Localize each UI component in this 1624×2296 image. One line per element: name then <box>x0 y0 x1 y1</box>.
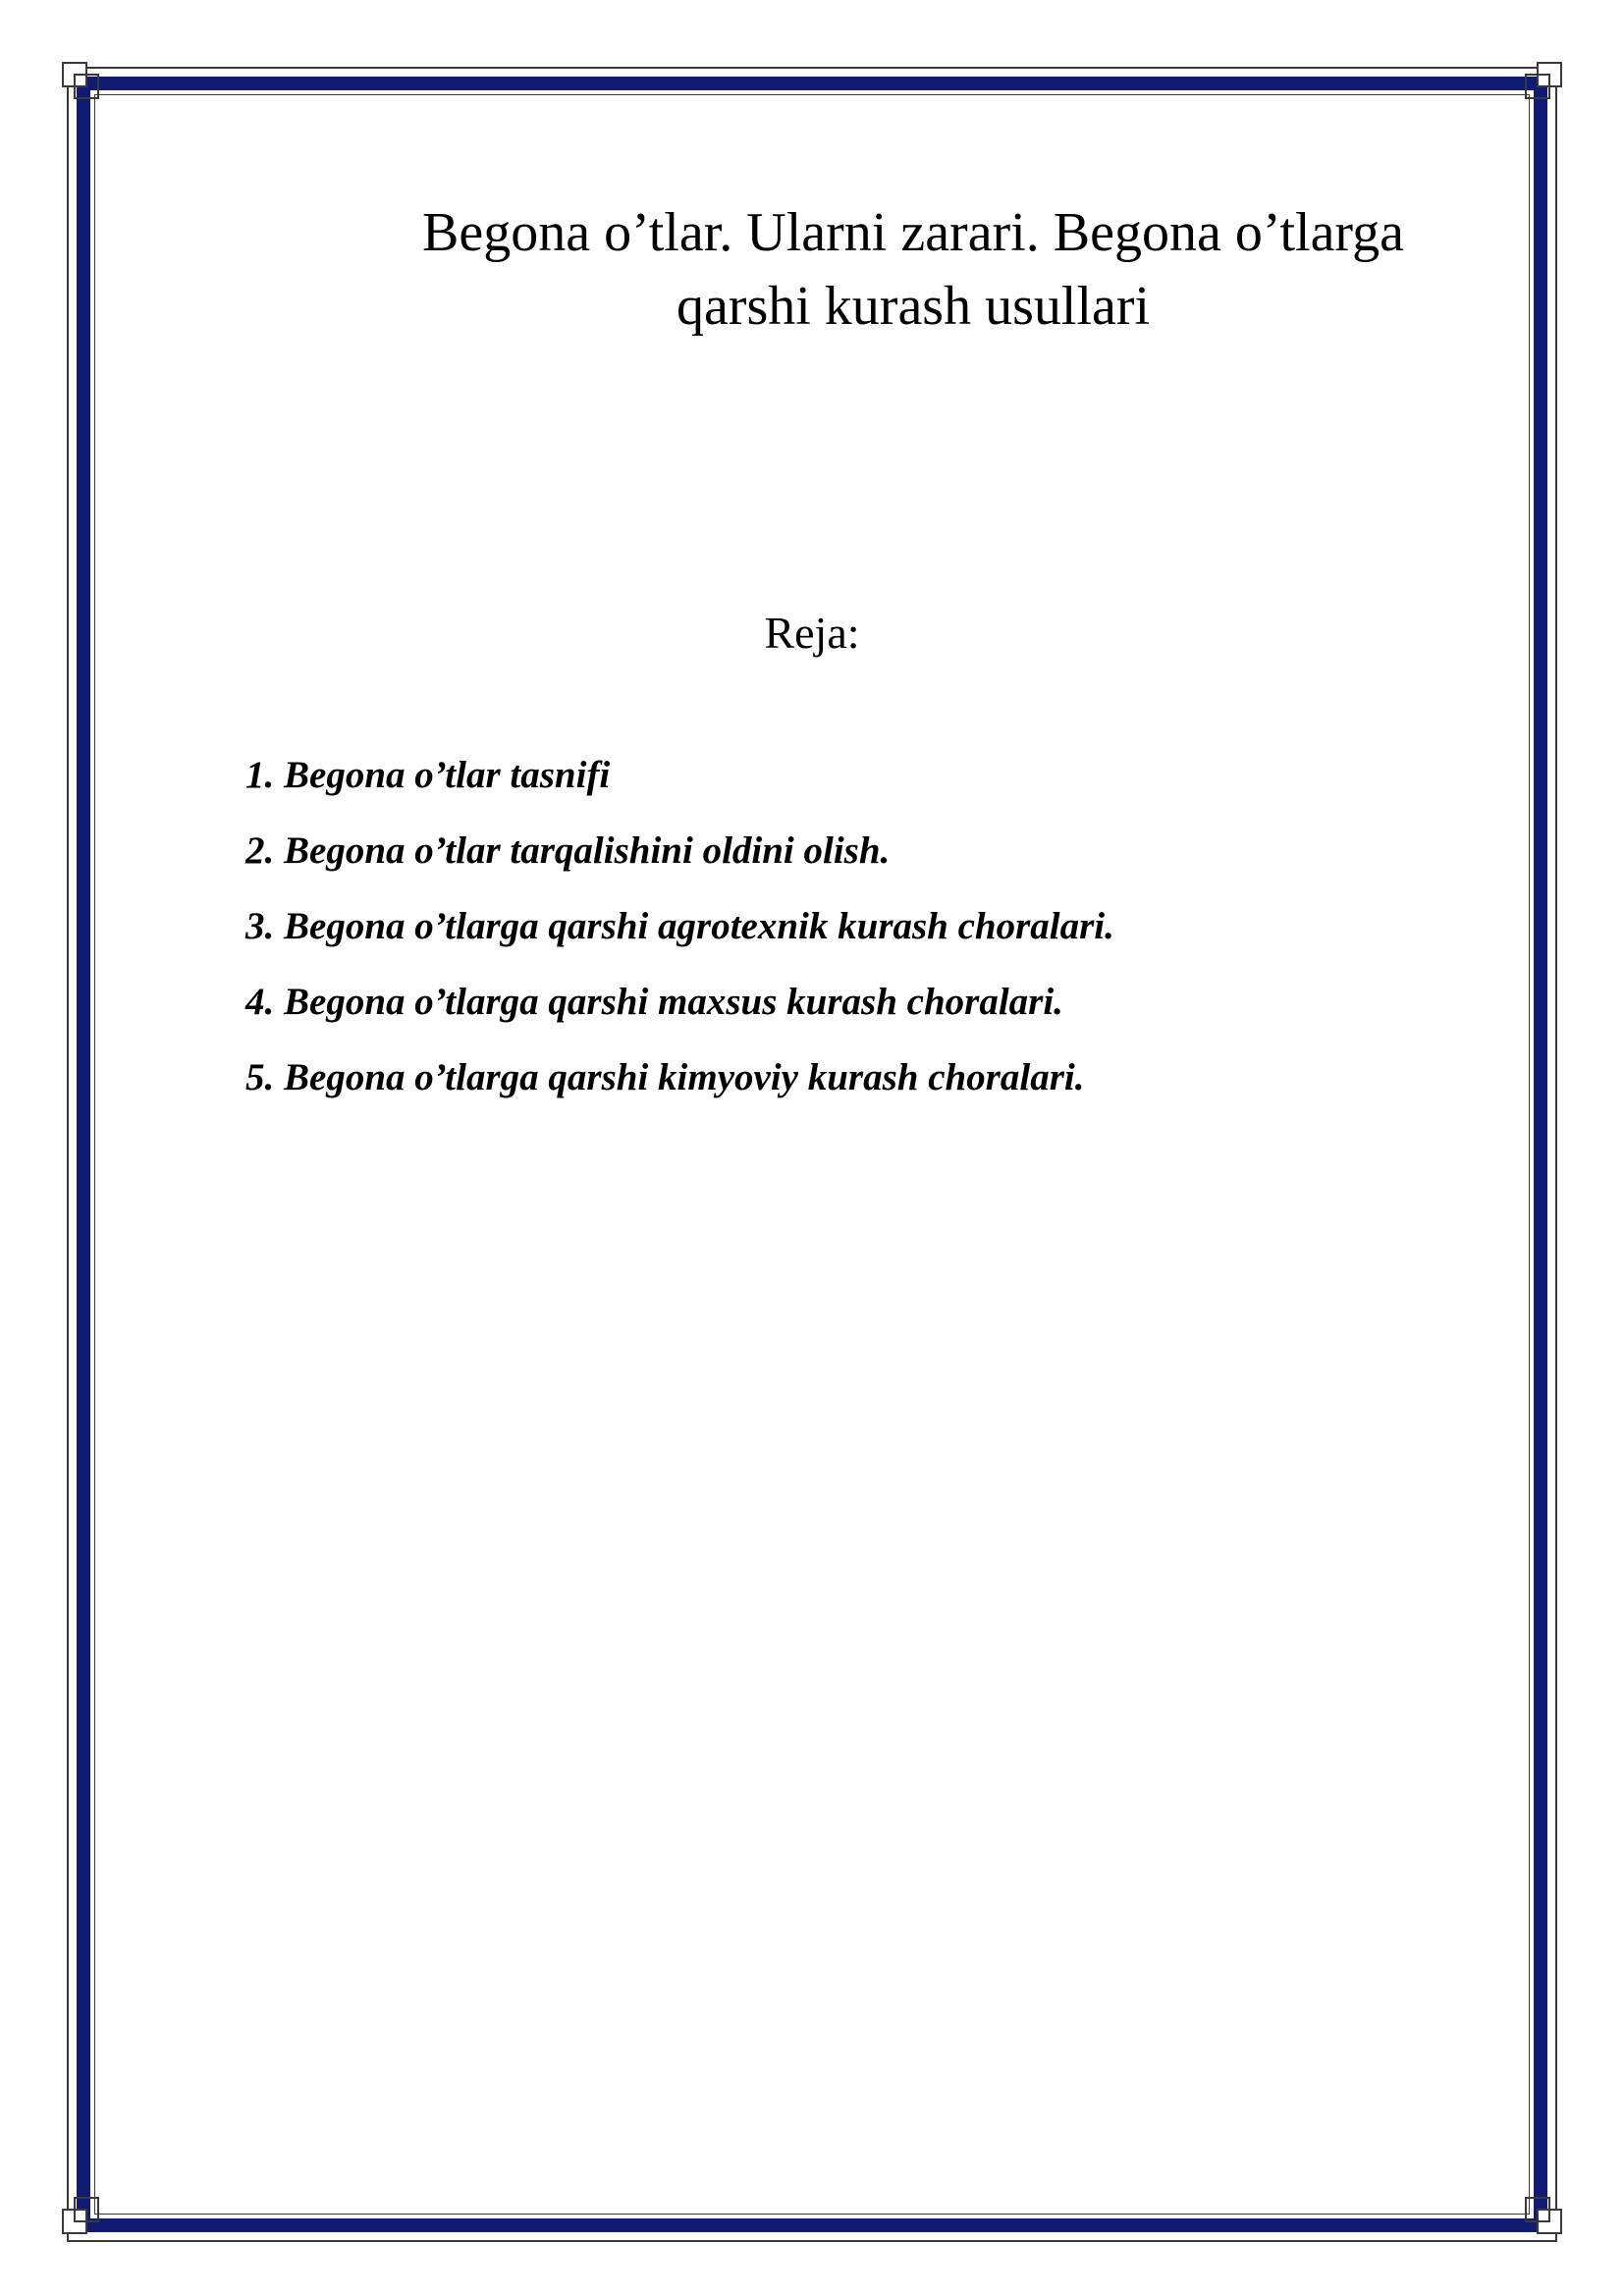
plan-item: 3. Begona o’tlarga qarshi agrotexnik kurash choralari. <box>245 905 1114 947</box>
plan-list <box>245 748 1114 1126</box>
plan-item: 1. Begona o’tlar tasnifi <box>245 754 611 796</box>
plan-item: 5. Begona o’tlarga qarshi kimyoviy kurash choralari. <box>245 1056 1085 1098</box>
document-title <box>324 196 1502 344</box>
plan-item: 2. Begona o’tlar tarqalishini oldini olish. <box>245 829 891 872</box>
document-title-line-2: qarshi kurash usullari <box>676 276 1151 337</box>
border-corner-ornament <box>61 2196 100 2235</box>
border-corner-ornament <box>1524 2196 1563 2235</box>
border-corner-ornament <box>1524 61 1563 100</box>
plan-item: 4. Begona o’tlarga qarshi maxsus kurash choralari. <box>245 981 1063 1023</box>
border-corner-ornament <box>61 61 100 100</box>
document-title-line-1: Begona o’tlar. Ularni zarari. Begona o’tlarga <box>422 202 1404 263</box>
page-border-inner <box>94 94 1530 2215</box>
plan-heading: Reja: <box>764 608 860 658</box>
